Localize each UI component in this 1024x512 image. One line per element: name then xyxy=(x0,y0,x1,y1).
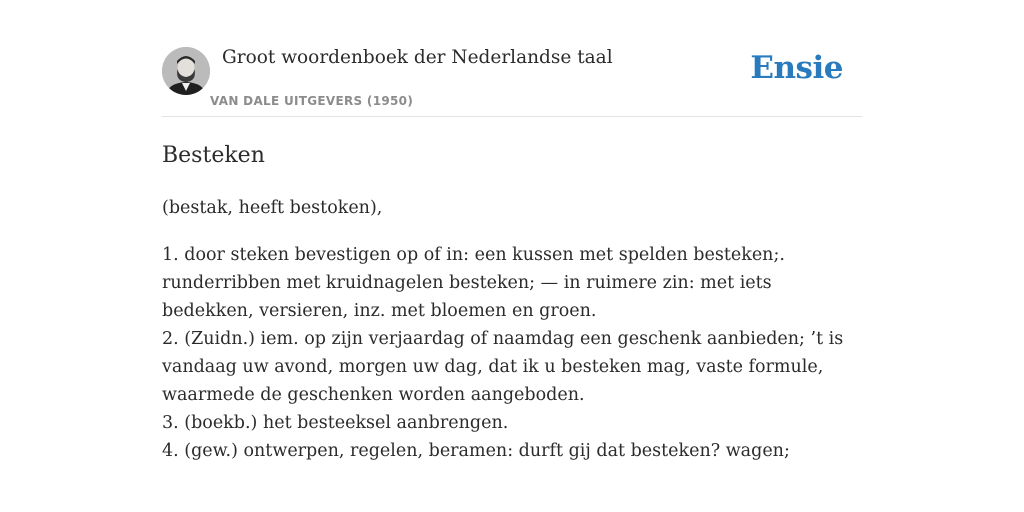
headword: Besteken xyxy=(162,143,265,168)
author-portrait-avatar[interactable] xyxy=(162,47,210,95)
definition-sense-4: 4. (gew.) ontwerpen, regelen, beramen: durft gij dat besteken? wagen; xyxy=(162,441,790,461)
dictionary-card xyxy=(162,40,862,465)
publisher-label: VAN DALE UITGEVERS (1950) xyxy=(210,94,414,108)
ensie-logo-link[interactable]: Ensie xyxy=(750,50,843,86)
definition-list xyxy=(162,241,862,465)
source-header xyxy=(162,40,862,117)
definition-sense-2: 2. (Zuidn.) iem. op zijn verjaardag of naamdag een geschenk aanbieden; ’t is vandaag uw avond, morgen uw dag, dat ik u besteken mag, vaste formule, waarmede de geschenken worden aangeboden. xyxy=(162,329,844,405)
source-title[interactable]: Groot woordenboek der Nederlandse taal xyxy=(222,47,613,68)
portrait-icon xyxy=(162,47,210,95)
definition-sense-3: 3. (boekb.) het besteeksel aanbrengen. xyxy=(162,413,509,433)
definition-sense-1: 1. door steken bevestigen op of in: een kussen met spelden besteken;. runderribben met kruidnagelen besteken; — in ruimere zin: met iets bedekken, versieren, inz. met bloemen en groen. xyxy=(162,245,785,321)
inflected-forms: (bestak, heeft bestoken), xyxy=(162,198,383,218)
